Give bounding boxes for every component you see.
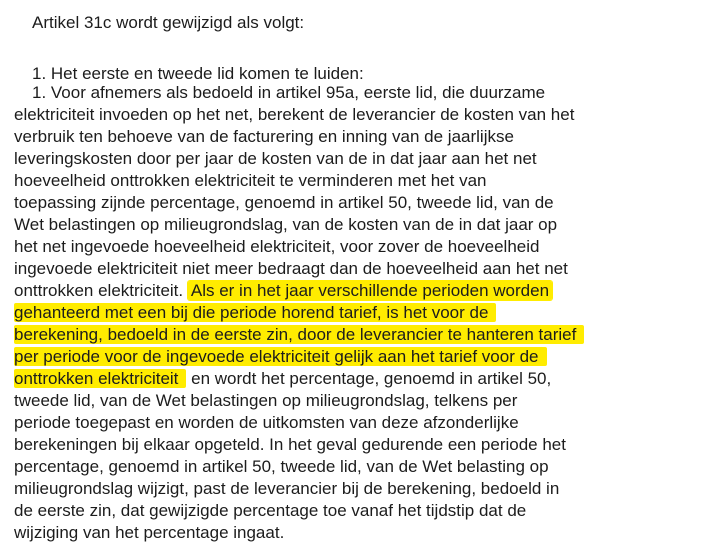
plain-text: en wordt het percentage, genoemd in artikel 50, xyxy=(191,369,552,388)
paragraph-line xyxy=(14,280,552,302)
paragraph-line: milieugrondslag wijzigt, past de leverancier bij de berekening, bedoeld in xyxy=(14,479,560,498)
list-heading: 1. Het eerste en tweede lid komen te luiden: xyxy=(32,64,364,83)
paragraph-line: periode toegepast en worden de uitkomsten van deze afzonderlijke xyxy=(14,413,519,432)
paragraph-line: toepassing zijnde percentage, genoemd in artikel 50, tweede lid, van de xyxy=(14,193,554,212)
paragraph-line: het net ingevoede hoeveelheid elektriciteit, voor zover de hoeveelheid xyxy=(14,237,540,256)
paragraph-line xyxy=(14,302,496,324)
paragraph-line: tweede lid, van de Wet belastingen op milieugrondslag, telkens per xyxy=(14,391,518,410)
highlighted-text: per periode voor de ingevoede elektriciteit gelijk aan het tarief voor de xyxy=(14,347,547,366)
paragraph-line: percentage, genoemd in artikel 50, tweede lid, van de Wet belasting op xyxy=(14,457,549,476)
paragraph-line: verbruik ten behoeve van de facturering en inning van de jaarlijkse xyxy=(14,127,514,146)
highlighted-text: berekening, bedoeld in de eerste zin, door de leverancier te hanteren tarief xyxy=(14,325,584,344)
paragraph-line xyxy=(14,346,547,368)
paragraph-line: Wet belastingen op milieugrondslag, van de kosten van de in dat jaar op xyxy=(14,215,558,234)
paragraph-line: wijziging van het percentage ingaat. xyxy=(14,523,285,542)
paragraph-line xyxy=(14,324,584,346)
highlighted-text: gehanteerd met een bij die periode horend tarief, is het voor de xyxy=(14,303,496,322)
paragraph-line: elektriciteit invoeden op het net, berekent de leverancier de kosten van het xyxy=(14,105,575,124)
paragraph-line: 1. Voor afnemers als bedoeld in artikel 95a, eerste lid, die duurzame xyxy=(32,83,546,102)
highlighted-text: onttrokken elektriciteit xyxy=(14,369,186,388)
plain-text: onttrokken elektriciteit. xyxy=(14,281,184,300)
paragraph-line xyxy=(14,368,551,390)
paragraph-line: leveringskosten door per jaar de kosten van de in dat jaar aan het net xyxy=(14,149,537,168)
paragraph-line: berekeningen bij elkaar opgeteld. In het geval gedurende een periode het xyxy=(14,435,566,454)
highlighted-text: Als er in het jaar verschillende perioden worden xyxy=(188,281,552,300)
paragraph-line: hoeveelheid onttrokken elektriciteit te verminderen met het van xyxy=(14,171,487,190)
paragraph-line: ingevoede elektriciteit niet meer bedraagt dan de hoeveelheid aan het net xyxy=(14,259,568,278)
paragraph-line: de eerste zin, dat gewijzigde percentage toe vanaf het tijdstip dat de xyxy=(14,501,527,520)
article-heading: Artikel 31c wordt gewijzigd als volgt: xyxy=(32,13,305,32)
